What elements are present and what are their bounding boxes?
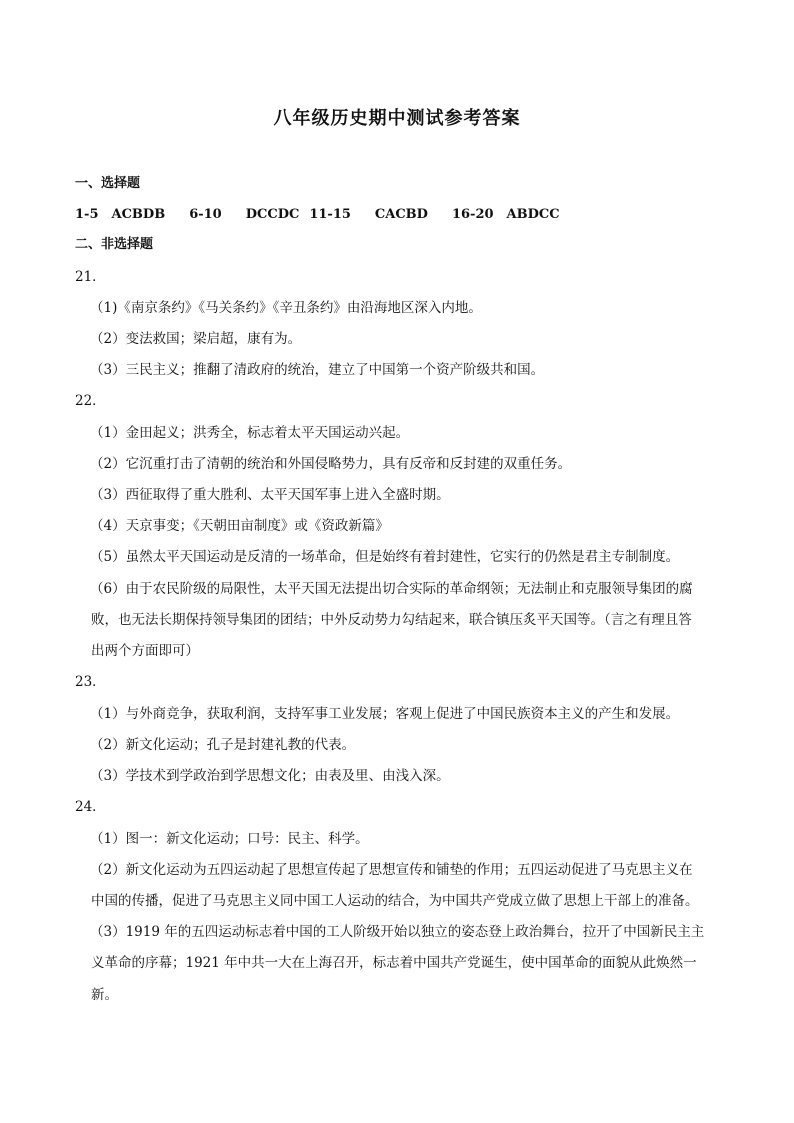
question-24-number: 24．	[75, 799, 106, 815]
q21-answer-3: （3）三民主义；推翻了清政府的统治，建立了中国第一个资产阶级共和国。	[90, 362, 545, 378]
q21-answer-2: （2）变法救国；梁启超，康有为。	[90, 331, 302, 347]
multiple-choice-answers	[75, 206, 560, 224]
mc-answers-1-5: ACBDB	[111, 207, 166, 222]
q21-answer-1: （1)《南京条约》《马关条约》《辛丑条约》由沿海地区深入内地。	[90, 300, 482, 316]
q22-answer-2: （2）它沉重打击了清朝的统治和外国侵略势力，具有反帝和反封建的双重任务。	[90, 456, 572, 472]
section-multiple-choice-heading: 一、选择题	[75, 176, 141, 191]
section-non-choice-heading: 二、非选择题	[75, 237, 154, 252]
q23-answer-1: （1）与外商竞争，获取利润，支持军事工业发展；客观上促进了中国民族资本主义的产生和发展。	[90, 706, 680, 722]
mc-answers-6-10: DCCDC	[245, 207, 300, 222]
q24-answer-2-line-2: 中国的传播，促进了马克思主义同中国工人运动的结合，为中国共产党成立做了思想上干部上的准备。	[91, 893, 699, 909]
q22-answer-5: （5）虽然太平天国运动是反清的一场革命，但是始终有着封建性，它实行的仍然是君主专制制度。	[90, 549, 680, 565]
mc-range-11-15: 11-15	[309, 207, 351, 222]
q24-answer-2-line-1: （2）新文化运动为五四运动起了思想宣传起了思想宣传和铺垫的作用；五四运动促进了马克思主义在	[90, 862, 693, 878]
q24-answer-3-line-1: （3）1919 年的五四运动标志着中国的工人阶级开始以独立的姿态登上政治舞台，拉开了中国新民主主	[90, 924, 705, 940]
q22-answer-6-line-3: 出两个方面即可）	[91, 643, 199, 659]
question-21-number: 21．	[75, 269, 106, 285]
mc-answers-16-20: ABDCC	[506, 207, 560, 222]
q22-answer-4: （4）天京事变；《天朝田亩制度》或《资政新篇》	[90, 518, 389, 534]
mc-answers-11-15: CACBD	[374, 207, 428, 222]
question-23-number: 23．	[75, 674, 106, 690]
q22-answer-1: （1）金田起义；洪秀全，标志着太平天国运动兴起。	[90, 425, 410, 441]
q22-answer-6-line-1: （6）由于农民阶级的局限性，太平天国无法提出切合实际的革命纲领；无法制止和克服领导集团的腐	[90, 581, 693, 597]
q24-answer-1: （1）图一：新文化运动；口号：民主、科学。	[90, 831, 369, 847]
mc-range-16-20: 16-20	[451, 207, 494, 222]
mc-range-6-10: 6-10	[189, 207, 222, 222]
document-title: 八年级历史期中测试参考答案	[273, 108, 521, 129]
mc-range-1-5: 1-5	[75, 207, 99, 222]
q24-answer-3-line-3: 新。	[91, 987, 118, 1003]
question-22-number: 22．	[75, 393, 106, 409]
q23-answer-3: （3）学技术到学政治到学思想文化；由表及里、由浅入深。	[90, 768, 450, 784]
q24-answer-3-line-2: 义革命的序幕；1921 年中共一大在上海召开，标志着中国共产党诞生，使中国革命的面貌从此焕然一	[91, 955, 697, 971]
q22-answer-6-line-2: 败，也无法长期保持领导集团的团结；中外反动势力勾结起来，联合镇压炙平天国等。（言之有理且答	[91, 612, 692, 628]
q22-answer-3: （3）西征取得了重大胜利、太平天国军事上进入全盛时期。	[90, 487, 450, 503]
q23-answer-2: （2）新文化运动；孔子是封建礼教的代表。	[90, 737, 356, 753]
